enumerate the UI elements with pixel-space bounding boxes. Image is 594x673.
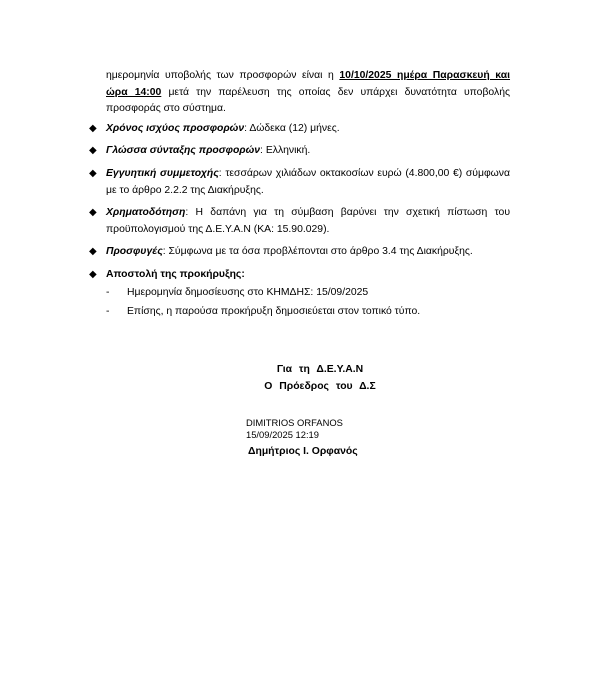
deadline-text-post: μετά την παρέλευση της οποίας δεν υπάρχει δυνατότητα υποβολής προσφοράς στο σύστημα.: [106, 86, 510, 115]
funding-text: : Η δαπάνη για τη σύμβαση βαρύνει την σχετική πίστωση του προϋπολογισμού της Δ.Ε.Υ.Α.Ν (ΚΑ: 15.90.029).: [106, 207, 510, 235]
bullet-icon: ◆: [89, 268, 97, 280]
validity-label: Χρόνος ισχύος προσφορών: [106, 122, 245, 134]
deadline-highlight: 10/10/2025 ημέρα Παρασκευή και ώρα 14:00: [106, 70, 511, 98]
appeals-label: Προσφυγές: [106, 246, 163, 258]
digital-signature-name: DIMITRIOS ORFANOS: [246, 417, 343, 428]
document-body: [89, 68, 511, 324]
bullet-icon: ◆: [89, 246, 97, 258]
signature-role-line: Ο Πρόεδρος του Δ.Σ: [264, 381, 376, 392]
bullet-icon: ◆: [89, 145, 97, 157]
dash-marker: -: [106, 306, 110, 318]
list-item-validity: [89, 121, 510, 138]
list-item-language: [89, 143, 510, 160]
list-item-guarantee: [89, 166, 510, 199]
bullet-icon: ◆: [89, 207, 97, 219]
validity-text: : Δώδεκα (12) μήνες.: [244, 122, 340, 134]
list-item-publication: [89, 267, 510, 321]
language-label: Γλώσσα σύνταξης προσφορών: [106, 145, 261, 157]
publication-sublist: [106, 285, 510, 321]
signature-org-line: Για τη Δ.Ε.Υ.Α.Ν: [276, 364, 364, 375]
list-item-appeals: [89, 244, 510, 261]
sublist-item-kimdis-date: [106, 285, 510, 302]
signature-block: [240, 361, 400, 395]
guarantee-label: Εγγυητική συμμετοχής: [106, 167, 219, 179]
digital-signature-date: 15/09/2025 12:19: [246, 428, 319, 440]
language-text: : Ελληνική.: [260, 145, 311, 157]
sublist-item-local-press: [106, 304, 510, 321]
kimdis-date-text: Ημερομηνία δημοσίευσης στο ΚΗΜΔΗΣ: 15/09/2025: [127, 286, 369, 298]
deadline-text-pre: ημερομηνία υποβολής των προσφορών είναι η: [106, 70, 340, 81]
publication-label: Αποστολή της προκήρυξης:: [106, 268, 245, 280]
digital-signature-stamp: [246, 417, 343, 440]
guarantee-text: : τεσσάρων χιλιάδων οκτακοσίων ευρώ (4.800,00 €) σύμφωνα με το άρθρο 2.2.2 της Διακήρυξης.: [106, 167, 510, 196]
tender-terms-list: [89, 121, 510, 321]
appeals-text: : Σύμφωνα με τα όσα προβλέπονται στο άρθρο 3.4 της Διακήρυξης.: [162, 246, 473, 258]
list-item-funding: [89, 205, 510, 238]
local-press-text: Επίσης, η παρούσα προκήρυξη δημοσιεύεται στον τοπικό τύπο.: [127, 306, 421, 318]
funding-label: Χρηματοδότηση: [106, 207, 186, 219]
bullet-icon: ◆: [89, 122, 97, 134]
signer-name: Δημήτριος Ι. Ορφανός: [248, 446, 358, 457]
submission-deadline-paragraph: [106, 68, 510, 118]
bullet-icon: ◆: [89, 167, 97, 179]
dash-marker: -: [106, 286, 110, 298]
